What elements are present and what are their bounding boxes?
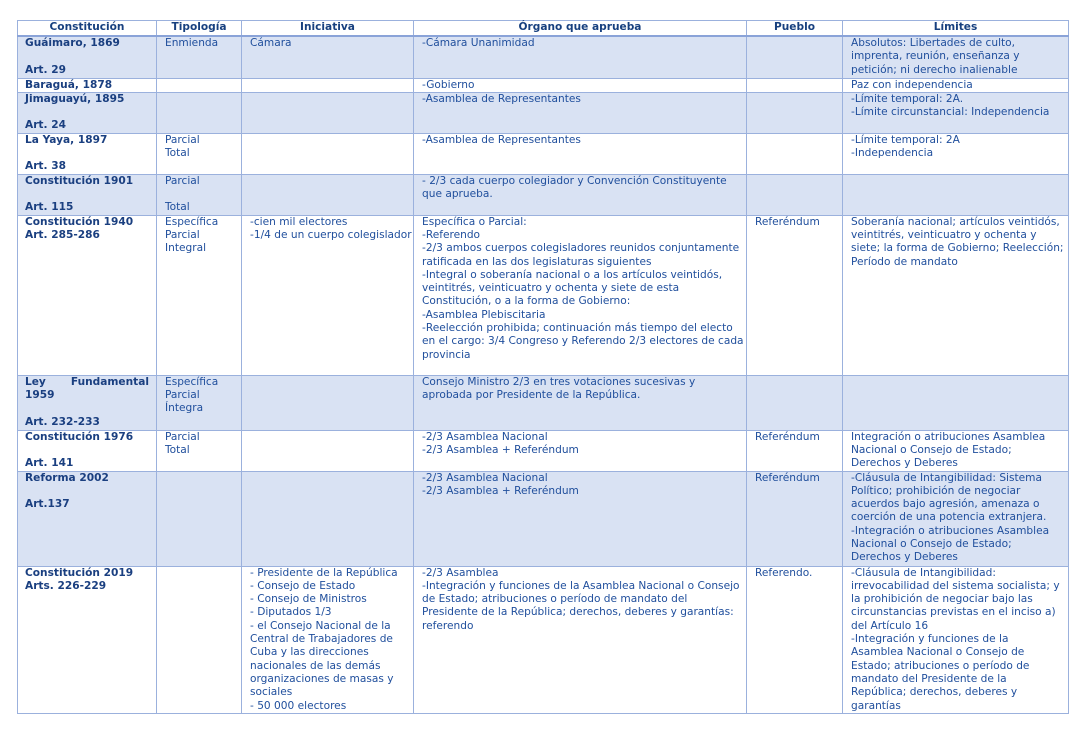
cell-organo-line: -2/3 Asamblea: [422, 566, 499, 579]
constitution-name: Baraguá, 1878: [25, 78, 113, 91]
cell-limites: [843, 36, 1069, 78]
cell-organo-line: -Asamblea de Representantes: [422, 92, 581, 105]
cell-tipologia-line: Específica: [165, 215, 219, 228]
cell-limites-line: Soberanía nacional; artículos veintidós, veintitrés, veinticuatro y ochenta y siete; la forma de Gobierno; Reelección; Período de mandato: [851, 215, 1067, 268]
cell-iniciativa-line: - Diputados 1/3: [250, 606, 332, 619]
spacer: [25, 402, 156, 415]
table-row: [18, 471, 1069, 566]
cell-organo-line: -Integral o soberanía nacional o a los artículos veintidós, veintitrés, veinticuatro y ochenta y siete de esta Constitución, o a la forma de Gobierno:: [422, 268, 726, 308]
cell-pueblo: [747, 215, 843, 375]
cell-iniciativa-line: - Consejo de Estado: [250, 579, 356, 592]
cell-tipologia-line: Parcial: [165, 133, 200, 146]
cell-pueblo: [747, 430, 843, 471]
cell-iniciativa-line: -cien mil electores: [250, 215, 348, 228]
cell-tipologia-line: Parcial: [165, 174, 200, 187]
cell-organo: [414, 133, 747, 174]
cell-organo-line: -2/3 ambos cuerpos colegisladores reunidos conjuntamente ratificada en las dos legislaturas siguientes: [422, 242, 743, 268]
cell-limites: [843, 566, 1069, 713]
header-constitucion: Constitución: [18, 21, 157, 37]
cell-organo-line: -2/3 Asamblea Nacional: [422, 430, 548, 443]
cell-iniciativa-line: - Consejo de Ministros: [250, 593, 367, 606]
cell-organo-line: -Reelección prohibida; continuación más tiempo del electo en el cargo: 3/4 Congreso y Referendo 2/3 electores de cada provincia: [422, 322, 747, 361]
cell-pueblo: [747, 78, 843, 92]
table-row: [18, 375, 1069, 430]
constitution-name: Reforma 2002: [25, 471, 109, 484]
spacer: [25, 106, 156, 119]
header-iniciativa: Iniciativa: [242, 21, 414, 37]
cell-limites-line: Paz con independencia: [851, 78, 973, 91]
cell-organo-line: -Asamblea Plebiscitaria: [422, 308, 546, 321]
cell-pueblo: [747, 174, 843, 215]
article-ref: Art. 24: [25, 119, 66, 132]
cell-limites: [843, 174, 1069, 215]
cell-limites: [843, 375, 1069, 430]
constitution-name: Constitución 1976: [25, 430, 134, 443]
constitution-name: Ley Fundamental 1959: [25, 375, 153, 401]
article-ref: Art. 141: [25, 457, 74, 470]
cell-tipologia-line: Parcial: [165, 430, 200, 443]
cell-organo-line: -2/3 Asamblea + Referéndum: [422, 443, 579, 456]
cell-iniciativa: [242, 133, 414, 174]
table-row: [18, 215, 1069, 375]
cell-limites-line: Integración o atribuciones Asamblea Nacional o Consejo de Estado; Derechos y Deberes: [851, 430, 1049, 470]
cell-organo: [414, 215, 747, 375]
cell-tipologia-line: Específica: [165, 375, 219, 388]
cell-tipologia-line: Total: [165, 147, 190, 160]
cell-constitucion: [18, 36, 157, 78]
cell-organo-line: -Referendo: [422, 228, 481, 241]
table-row: [18, 92, 1069, 133]
cell-limites-line: -Límite circunstancial: Independencia: [851, 106, 1050, 119]
table-row: [18, 174, 1069, 215]
cell-limites: [843, 430, 1069, 471]
cell-tipologia-line: Total: [165, 443, 190, 456]
article-ref: Arts. 226-229: [25, 579, 107, 592]
constitution-name: Jimaguayú, 1895: [25, 92, 125, 105]
cell-limites-line: Absolutos: Libertades de culto, imprenta, reunión, enseñanza y petición; ni derecho inalienable: [851, 37, 1023, 76]
cell-tipologia: [157, 174, 242, 215]
cell-iniciativa: [242, 92, 414, 133]
cell-iniciativa-line: - 50 000 electores: [250, 699, 347, 712]
cell-limites: [843, 78, 1069, 92]
spacer: [25, 147, 156, 160]
constitution-name: Constitución 2019: [25, 566, 134, 579]
cell-iniciativa: [242, 174, 414, 215]
article-ref: Art. 285-286: [25, 228, 100, 241]
table-row: [18, 566, 1069, 713]
cell-tipologia: [157, 375, 242, 430]
cell-tipologia-line: [165, 188, 241, 201]
cell-pueblo: [747, 133, 843, 174]
cell-organo: [414, 566, 747, 713]
cell-limites-line: -Integración y funciones de la Asamblea Nacional o Consejo de Estado; atribuciones o período de mandato del Presidente de la República; derechos, deberes y garantías: [851, 633, 1033, 712]
cell-tipologia-line: Parcial: [165, 228, 200, 241]
cell-iniciativa-line: -1/4 de un cuerpo colegislador: [250, 228, 412, 241]
cell-pueblo: [747, 375, 843, 430]
cell-pueblo: [747, 36, 843, 78]
pueblo-value: Referéndum: [755, 215, 820, 228]
cell-iniciativa: [242, 36, 414, 78]
cell-limites: [843, 471, 1069, 566]
cell-organo-line: Específica o Parcial:: [422, 215, 527, 228]
table-row: [18, 78, 1069, 92]
header-limites: Límites: [843, 21, 1069, 37]
header-row: [18, 21, 1069, 37]
cell-organo: [414, 92, 747, 133]
cell-tipologia: [157, 430, 242, 471]
cell-constitucion: [18, 471, 157, 566]
cell-iniciativa: [242, 471, 414, 566]
cell-constitucion: [18, 92, 157, 133]
article-ref: Art. 115: [25, 201, 74, 214]
constitution-name: La Yaya, 1897: [25, 133, 108, 146]
cell-organo-line: - 2/3 cada cuerpo colegiador y Convención Constituyente que aprueba.: [422, 174, 731, 200]
table-row: [18, 36, 1069, 78]
cell-tipologia-line: Integral: [165, 242, 207, 255]
cell-tipologia: [157, 566, 242, 713]
cell-iniciativa-line: Cámara: [250, 37, 292, 49]
cell-constitucion: [18, 174, 157, 215]
cell-constitucion: [18, 566, 157, 713]
cell-limites-line: -Cláusula de Intangibilidad: Sistema Político; prohibición de negociar acuerdos bajo agresión, amenaza o coerción de una potencia extranjera.: [851, 471, 1047, 524]
cell-iniciativa: [242, 215, 414, 375]
constitution-name: Guáimaro, 1869: [25, 37, 120, 49]
cell-iniciativa: [242, 430, 414, 471]
cell-pueblo: [747, 471, 843, 566]
constitution-name: Constitución 1901: [25, 174, 134, 187]
pueblo-value: Referendo.: [755, 566, 813, 579]
cell-tipologia: [157, 78, 242, 92]
header-organo: Órgano que aprueba: [414, 21, 747, 37]
cell-tipologia-line: Enmienda: [165, 37, 219, 49]
cell-tipologia: [157, 471, 242, 566]
cell-organo-line: Consejo Ministro 2/3 en tres votaciones sucesivas y aprobada por Presidente de la República.: [422, 375, 699, 401]
table-row: [18, 133, 1069, 174]
cell-iniciativa: [242, 375, 414, 430]
cell-limites: [843, 92, 1069, 133]
cell-organo-line: -2/3 Asamblea Nacional: [422, 471, 548, 484]
cell-tipologia-line: Total: [165, 201, 190, 214]
table-row: [18, 430, 1069, 471]
spacer: [25, 188, 156, 201]
article-ref: Art. 232-233: [25, 415, 100, 428]
cell-organo-line: -Asamblea de Representantes: [422, 133, 581, 146]
cell-organo-line: -Cámara Unanimidad: [422, 37, 535, 49]
cell-iniciativa-line: - el Consejo Nacional de la Central de Trabajadores de Cuba y las direcciones nacionales de las demás organizaciones de masas y sociales: [250, 619, 397, 699]
cell-tipologia: [157, 215, 242, 375]
cell-organo: [414, 174, 747, 215]
cell-organo-line: -Integración y funciones de la Asamblea Nacional o Consejo de Estado; atribuciones o período de mandato del Presidente de la República; derechos, deberes y garantías: referendo: [422, 579, 743, 632]
pueblo-value: Referéndum: [755, 430, 820, 443]
cell-constitucion: [18, 78, 157, 92]
pueblo-value: Referéndum: [755, 471, 820, 484]
cell-organo: [414, 78, 747, 92]
cell-pueblo: [747, 92, 843, 133]
cell-tipologia: [157, 92, 242, 133]
cell-limites: [843, 133, 1069, 174]
cell-limites-line: -Independencia: [851, 147, 934, 160]
cell-constitucion: [18, 215, 157, 375]
cell-iniciativa: [242, 78, 414, 92]
cell-tipologia: [157, 133, 242, 174]
cell-pueblo: [747, 566, 843, 713]
cell-limites-line: -Límite temporal: 2A.: [851, 92, 964, 105]
cell-limites: [843, 215, 1069, 375]
cell-organo-line: -2/3 Asamblea + Referéndum: [422, 484, 579, 497]
cell-constitucion: [18, 430, 157, 471]
article-ref: Art. 38: [25, 160, 66, 173]
cell-iniciativa-line: - Presidente de la República: [250, 566, 398, 579]
cell-constitucion: [18, 375, 157, 430]
constitution-name: Constitución 1940: [25, 215, 134, 228]
spacer: [25, 444, 156, 457]
header-tipologia: Tipología: [157, 21, 242, 37]
cell-tipologia-line: Íntegra: [165, 402, 204, 415]
article-ref: Art.137: [25, 498, 70, 511]
spacer: [25, 50, 156, 63]
article-ref: Art. 29: [25, 63, 66, 76]
cell-organo: [414, 36, 747, 78]
constitutions-table: [17, 20, 1069, 714]
cell-organo: [414, 471, 747, 566]
cell-organo-line: -Gobierno: [422, 78, 475, 91]
cell-tipologia: [157, 36, 242, 78]
cell-limites-line: -Límite temporal: 2A: [851, 133, 960, 146]
cell-tipologia-line: Parcial: [165, 388, 200, 401]
cell-organo: [414, 430, 747, 471]
spacer: [25, 485, 156, 498]
cell-limites-line: -Integración o atribuciones Asamblea Nacional o Consejo de Estado; Derechos y Deberes: [851, 524, 1053, 564]
header-pueblo: Pueblo: [747, 21, 843, 37]
cell-organo: [414, 375, 747, 430]
cell-limites-line: -Cláusula de Intangibilidad: irrevocabilidad del sistema socialista; y la prohibición de negociar bajo las circunstancias previstas en el inciso a) del Artículo 16: [851, 566, 1063, 632]
cell-iniciativa: [242, 566, 414, 713]
cell-constitucion: [18, 133, 157, 174]
